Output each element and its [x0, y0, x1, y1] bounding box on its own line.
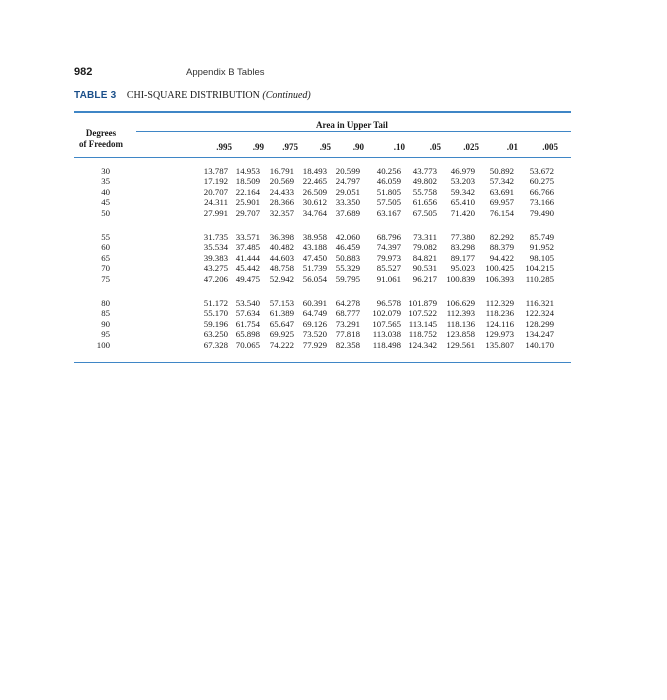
value-cell: 88.379 — [489, 242, 514, 253]
value-cell: 118.498 — [372, 339, 401, 350]
value-cell: 60.275 — [529, 176, 554, 187]
rule-bottom — [74, 362, 571, 363]
value-cell: 69.925 — [269, 329, 294, 340]
table-row — [74, 176, 571, 186]
value-cell: 29.051 — [335, 186, 360, 197]
value-cell: 33.571 — [235, 232, 260, 242]
value-cell: 69.126 — [302, 318, 327, 329]
value-cell: 22.465 — [302, 176, 327, 187]
value-cell: 90.531 — [412, 263, 437, 274]
area-header-underline — [136, 131, 571, 132]
value-cell: 96.578 — [376, 298, 401, 308]
df-cell: 85 — [101, 308, 110, 319]
df-cell: 40 — [101, 186, 110, 197]
value-cell: 20.707 — [203, 186, 228, 197]
value-cell: 43.275 — [203, 263, 228, 274]
value-cell: 118.236 — [485, 308, 514, 319]
value-cell: 122.324 — [525, 308, 554, 319]
value-cell: 17.192 — [203, 176, 228, 187]
value-cell: 113.038 — [372, 329, 401, 340]
value-cell: 63.250 — [203, 329, 228, 340]
value-cell: 51.739 — [302, 263, 327, 274]
value-cell: 53.203 — [450, 176, 475, 187]
value-cell: 22.164 — [235, 186, 260, 197]
value-cell: 64.278 — [335, 298, 360, 308]
value-cell: 47.450 — [302, 252, 327, 263]
value-cell: 44.603 — [269, 252, 294, 263]
value-cell: 61.754 — [235, 318, 260, 329]
value-cell: 100.425 — [485, 263, 514, 274]
value-cell: 107.565 — [372, 318, 401, 329]
value-cell: 40.482 — [269, 242, 294, 253]
value-cell: 59.196 — [203, 318, 228, 329]
value-cell: 18.509 — [235, 176, 260, 187]
value-cell: 63.691 — [489, 186, 514, 197]
column-header: .975 — [282, 142, 298, 152]
value-cell: 129.973 — [485, 329, 514, 340]
value-cell: 89.177 — [450, 252, 475, 263]
value-cell: 52.942 — [269, 273, 294, 284]
column-header: .025 — [463, 142, 479, 152]
column-header: .90 — [352, 142, 364, 152]
value-cell: 65.898 — [235, 329, 260, 340]
rule-head — [74, 157, 571, 158]
column-header: .10 — [393, 142, 405, 152]
value-cell: 107.522 — [408, 308, 437, 319]
value-cell: 24.433 — [269, 186, 294, 197]
value-cell: 82.358 — [335, 339, 360, 350]
value-cell: 43.188 — [302, 242, 327, 253]
value-cell: 20.599 — [335, 166, 360, 176]
value-cell: 69.957 — [489, 197, 514, 208]
df-cell: 100 — [96, 339, 110, 350]
value-cell: 128.299 — [525, 318, 554, 329]
value-cell: 70.065 — [235, 339, 260, 350]
value-cell: 38.958 — [302, 232, 327, 242]
table-row — [74, 329, 571, 339]
column-header: .95 — [319, 142, 331, 152]
value-cell: 101.879 — [408, 298, 437, 308]
df-header-line-2: of Freedom — [78, 139, 124, 149]
value-cell: 73.166 — [529, 197, 554, 208]
value-cell: 65.410 — [450, 197, 475, 208]
value-cell: 40.256 — [376, 166, 401, 176]
value-cell: 53.672 — [529, 166, 554, 176]
value-cell: 91.061 — [376, 273, 401, 284]
value-cell: 79.082 — [412, 242, 437, 253]
df-header-line-1: Degrees — [85, 128, 117, 138]
value-cell: 118.752 — [408, 329, 437, 340]
value-cell: 66.766 — [529, 186, 554, 197]
value-cell: 82.292 — [489, 232, 514, 242]
value-cell: 14.953 — [235, 166, 260, 176]
value-cell: 57.505 — [376, 197, 401, 208]
value-cell: 43.773 — [412, 166, 437, 176]
table-title — [74, 90, 311, 101]
value-cell: 116.321 — [525, 298, 554, 308]
value-cell: 96.217 — [412, 273, 437, 284]
table-title-text: CHI-SQUARE DISTRIBUTION — [126, 90, 260, 101]
area-header: Area in Upper Tail — [316, 120, 388, 130]
table-row — [74, 274, 571, 284]
value-cell: 77.380 — [450, 232, 475, 242]
table-row — [74, 166, 571, 176]
value-cell: 67.328 — [203, 339, 228, 350]
value-cell: 51.172 — [203, 298, 228, 308]
value-cell: 95.023 — [450, 263, 475, 274]
value-cell: 50.892 — [489, 166, 514, 176]
value-cell: 118.136 — [446, 318, 475, 329]
value-cell: 112.393 — [446, 308, 475, 319]
df-cell: 65 — [101, 252, 110, 263]
column-header: .99 — [252, 142, 264, 152]
value-cell: 24.797 — [335, 176, 360, 187]
value-cell: 134.247 — [525, 329, 554, 340]
value-cell: 36.398 — [269, 232, 294, 242]
table-row — [74, 308, 571, 318]
value-cell: 42.060 — [335, 232, 360, 242]
value-cell: 39.383 — [203, 252, 228, 263]
value-cell: 60.391 — [302, 298, 327, 308]
value-cell: 28.366 — [269, 197, 294, 208]
table-row — [74, 253, 571, 263]
value-cell: 135.807 — [485, 339, 514, 350]
value-cell: 24.311 — [204, 197, 228, 208]
table-row — [74, 340, 571, 350]
value-cell: 100.839 — [446, 273, 475, 284]
value-cell: 32.357 — [269, 207, 294, 218]
value-cell: 64.749 — [302, 308, 327, 319]
table-row — [74, 187, 571, 197]
value-cell: 18.493 — [302, 166, 327, 176]
rule-top — [74, 111, 571, 113]
value-cell: 37.485 — [235, 242, 260, 253]
value-cell: 25.901 — [235, 197, 260, 208]
value-cell: 55.170 — [203, 308, 228, 319]
value-cell: 113.145 — [408, 318, 437, 329]
value-cell: 46.459 — [335, 242, 360, 253]
value-cell: 46.059 — [376, 176, 401, 187]
value-cell: 27.991 — [203, 207, 228, 218]
df-cell: 95 — [101, 329, 110, 340]
value-cell: 41.444 — [235, 252, 260, 263]
value-cell: 73.311 — [413, 232, 437, 242]
value-cell: 74.222 — [269, 339, 294, 350]
value-cell: 31.735 — [203, 232, 228, 242]
value-cell: 53.540 — [235, 298, 260, 308]
value-cell: 124.342 — [408, 339, 437, 350]
table-continued: (Continued) — [262, 90, 311, 101]
df-cell: 45 — [101, 197, 110, 208]
running-head: Appendix B Tables — [186, 67, 265, 78]
value-cell: 20.569 — [269, 176, 294, 187]
value-cell: 74.397 — [376, 242, 401, 253]
df-cell: 60 — [101, 242, 110, 253]
value-cell: 77.929 — [302, 339, 327, 350]
table-row — [74, 242, 571, 252]
value-cell: 124.116 — [485, 318, 514, 329]
value-cell: 26.509 — [302, 186, 327, 197]
value-cell: 85.527 — [376, 263, 401, 274]
value-cell: 63.167 — [376, 207, 401, 218]
value-cell: 46.979 — [450, 166, 475, 176]
value-cell: 56.054 — [302, 273, 327, 284]
df-cell: 70 — [101, 263, 110, 274]
df-cell: 90 — [101, 318, 110, 329]
value-cell: 77.818 — [335, 329, 360, 340]
value-cell: 47.206 — [203, 273, 228, 284]
value-cell: 102.079 — [372, 308, 401, 319]
column-header: .01 — [506, 142, 518, 152]
df-cell: 35 — [101, 176, 110, 187]
value-cell: 73.291 — [335, 318, 360, 329]
value-cell: 55.758 — [412, 186, 437, 197]
table-row — [74, 263, 571, 273]
value-cell: 55.329 — [335, 263, 360, 274]
value-cell: 59.342 — [450, 186, 475, 197]
value-cell: 30.612 — [302, 197, 327, 208]
df-cell: 75 — [101, 273, 110, 284]
value-cell: 67.505 — [412, 207, 437, 218]
value-cell: 106.393 — [485, 273, 514, 284]
df-cell: 80 — [101, 298, 110, 308]
value-cell: 49.802 — [412, 176, 437, 187]
value-cell: 65.647 — [269, 318, 294, 329]
value-cell: 48.758 — [269, 263, 294, 274]
value-cell: 49.475 — [235, 273, 260, 284]
column-header: .995 — [216, 142, 232, 152]
value-cell: 61.656 — [412, 197, 437, 208]
value-cell: 59.795 — [335, 273, 360, 284]
value-cell: 37.689 — [335, 207, 360, 218]
value-cell: 91.952 — [529, 242, 554, 253]
column-header: .005 — [542, 142, 558, 152]
table-row — [74, 319, 571, 329]
table-row — [74, 208, 571, 218]
value-cell: 84.821 — [412, 252, 437, 263]
value-cell: 79.490 — [529, 207, 554, 218]
value-cell: 140.170 — [525, 339, 554, 350]
df-cell: 30 — [101, 166, 110, 176]
value-cell: 79.973 — [376, 252, 401, 263]
table-row — [74, 298, 571, 308]
value-cell: 51.805 — [376, 186, 401, 197]
value-cell: 57.153 — [269, 298, 294, 308]
value-cell: 68.796 — [376, 232, 401, 242]
value-cell: 123.858 — [446, 329, 475, 340]
value-cell: 34.764 — [302, 207, 327, 218]
value-cell: 71.420 — [450, 207, 475, 218]
value-cell: 110.285 — [525, 273, 554, 284]
value-cell: 35.534 — [203, 242, 228, 253]
column-header: .05 — [429, 142, 441, 152]
page-number: 982 — [74, 66, 93, 78]
value-cell: 98.105 — [529, 252, 554, 263]
value-cell: 83.298 — [450, 242, 475, 253]
value-cell: 33.350 — [335, 197, 360, 208]
value-cell: 68.777 — [335, 308, 360, 319]
degrees-of-freedom-header — [74, 128, 128, 150]
value-cell: 106.629 — [446, 298, 475, 308]
table-row — [74, 197, 571, 207]
value-cell: 85.749 — [529, 232, 554, 242]
df-cell: 50 — [101, 207, 110, 218]
value-cell: 129.561 — [446, 339, 475, 350]
value-cell: 16.791 — [269, 166, 294, 176]
value-cell: 61.389 — [269, 308, 294, 319]
value-cell: 104.215 — [525, 263, 554, 274]
value-cell: 57.342 — [489, 176, 514, 187]
value-cell: 94.422 — [489, 252, 514, 263]
value-cell: 45.442 — [235, 263, 260, 274]
value-cell: 76.154 — [489, 207, 514, 218]
table-row — [74, 232, 571, 242]
value-cell: 57.634 — [235, 308, 260, 319]
value-cell: 73.520 — [302, 329, 327, 340]
value-cell: 50.883 — [335, 252, 360, 263]
table-label: TABLE 3 — [74, 90, 117, 101]
value-cell: 112.329 — [485, 298, 514, 308]
value-cell: 13.787 — [203, 166, 228, 176]
df-cell: 55 — [101, 232, 110, 242]
value-cell: 29.707 — [235, 207, 260, 218]
